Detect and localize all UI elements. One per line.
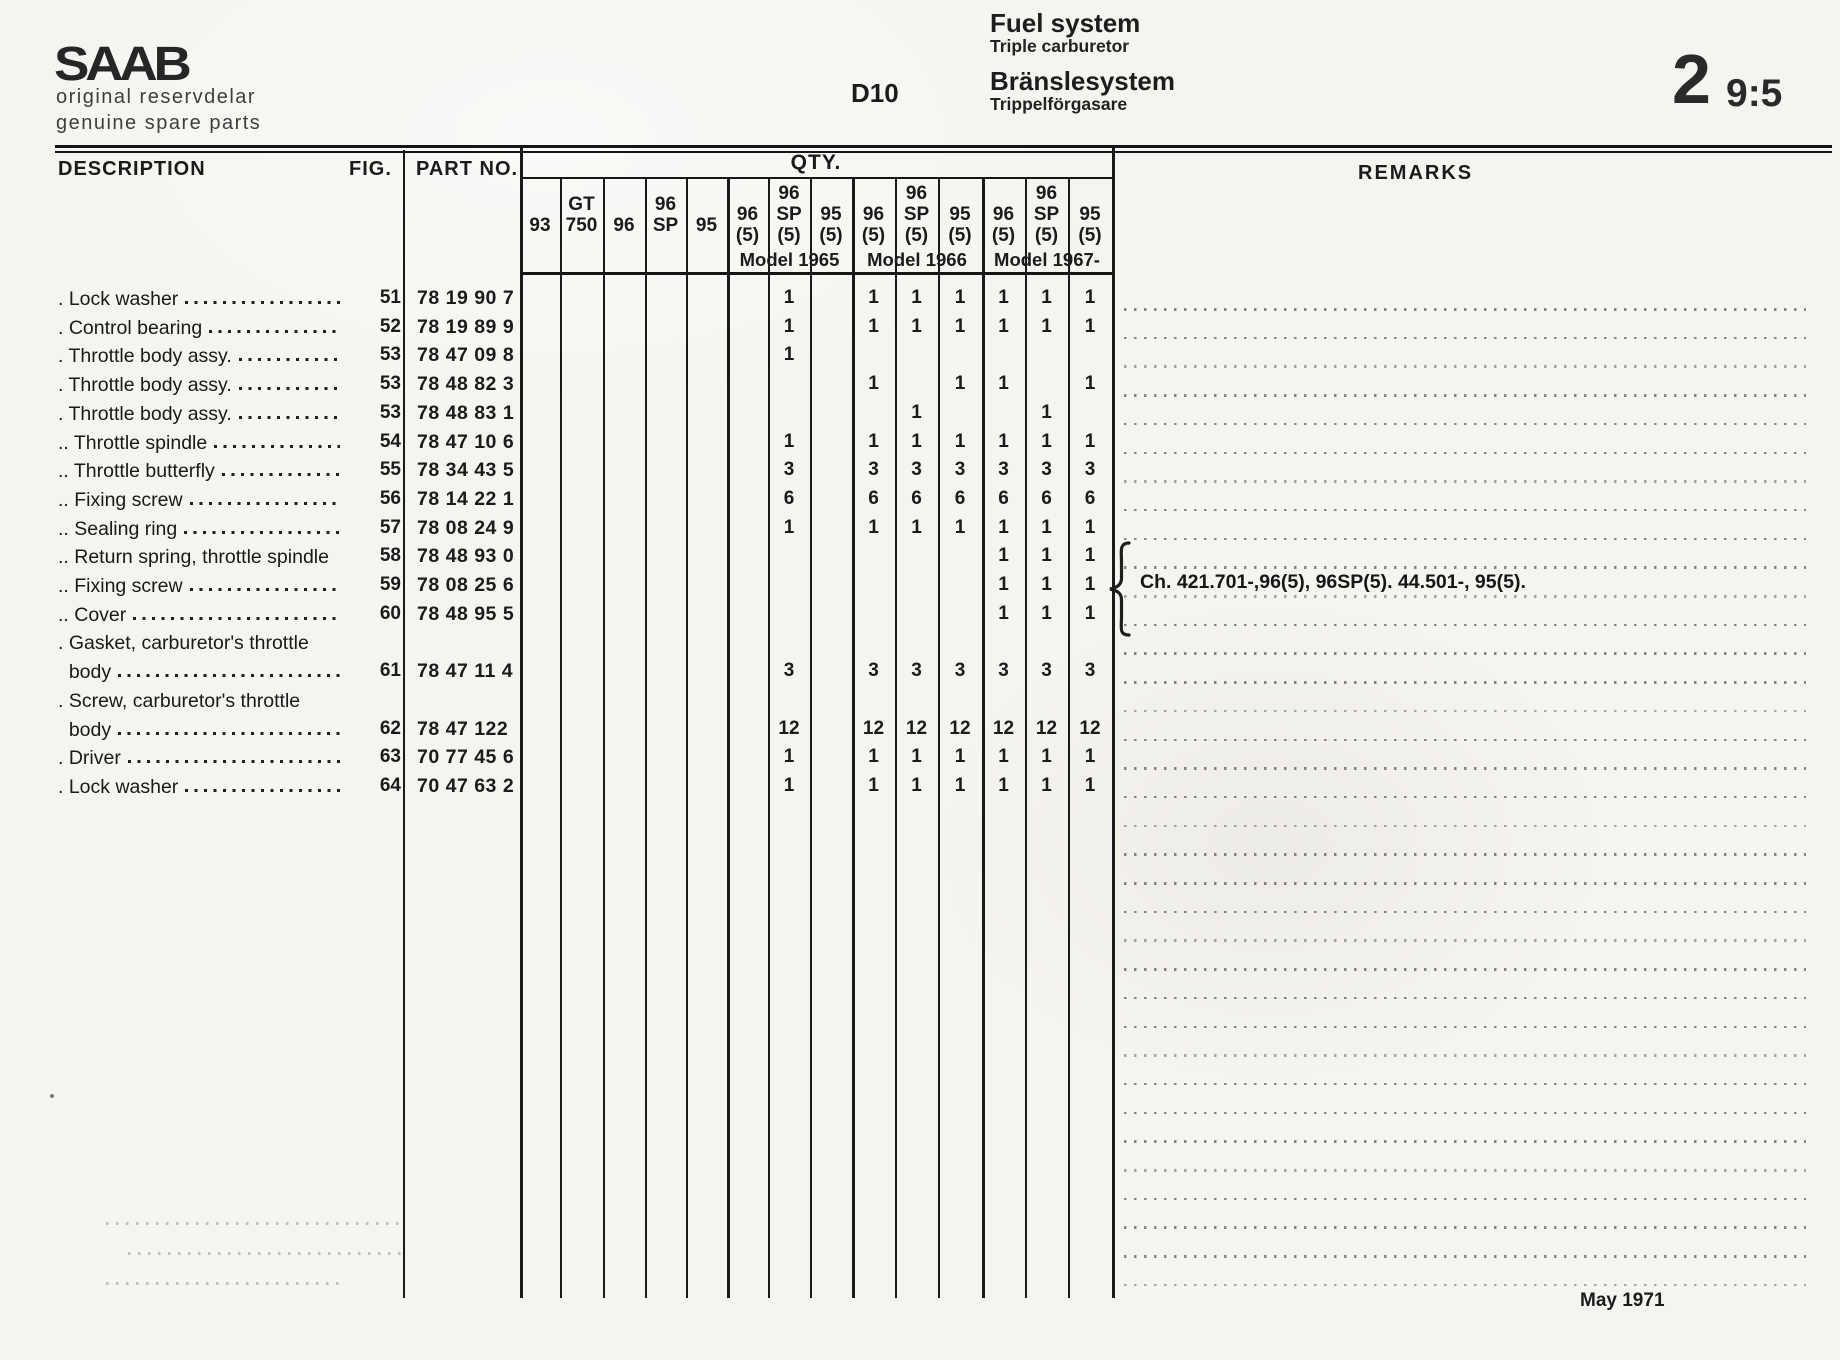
qty-value: 1	[1084, 774, 1096, 796]
remarks-dotted-line	[1124, 853, 1806, 856]
fig-number: 53	[379, 373, 401, 395]
remarks-dotted-line	[1124, 997, 1806, 1000]
part-number: 78 47 11 4	[417, 660, 514, 683]
qty-value: 3	[783, 459, 795, 481]
qty-column-label: GT	[568, 194, 595, 215]
table-row	[55, 342, 1115, 371]
qty-value: 1	[783, 774, 795, 796]
dot-leader	[209, 330, 340, 333]
qty-value: 1	[998, 602, 1009, 624]
table-top-rule	[55, 145, 1832, 148]
part-number: 78 47 10 6	[417, 430, 515, 453]
qty-value: 1	[1084, 574, 1096, 595]
qty-value: 1	[911, 287, 922, 308]
remarks-dotted-line	[1124, 365, 1806, 368]
part-number: 78 48 83 1	[417, 401, 515, 424]
remarks-dotted-line	[1124, 1083, 1806, 1086]
system-subtitle-sv: Trippelförgasare	[990, 94, 1128, 114]
qty-value: 1	[998, 574, 1009, 595]
table-row	[55, 658, 1115, 687]
qty-column-label: (5)	[861, 225, 886, 246]
fig-number: 52	[379, 315, 401, 337]
part-number: 78 19 90 7	[417, 287, 515, 309]
remarks-dotted-line	[1124, 939, 1806, 942]
remarks-dotted-line	[1124, 394, 1806, 397]
tagline-english: genuine spare parts	[56, 112, 262, 134]
table-row	[55, 629, 1115, 658]
qty-value: 12	[862, 717, 885, 739]
saab-logo: SAAB	[54, 36, 188, 91]
qty-value: 1	[1084, 545, 1096, 567]
qty-value: 1	[954, 315, 966, 337]
qty-column-label: 93	[529, 215, 551, 236]
qty-value: 1	[954, 373, 966, 395]
qty-value: 1	[1041, 516, 1052, 538]
description-cell	[58, 629, 346, 657]
fig-number: 62	[379, 717, 401, 739]
qty-value: 1	[998, 373, 1009, 395]
qty-value: 1	[911, 516, 922, 538]
system-title-en: Fuel system	[990, 8, 1141, 38]
qty-column-header	[982, 180, 1025, 246]
qty-value: 1	[1041, 574, 1052, 595]
qty-value: 12	[992, 717, 1015, 739]
remarks-dotted-line	[1124, 1226, 1806, 1229]
qty-column-label: (5)	[1078, 225, 1102, 246]
qty-column-label: 96	[992, 204, 1015, 225]
description-cell	[58, 457, 346, 485]
qty-value: 1	[1084, 516, 1096, 538]
fig-number: 59	[379, 574, 401, 595]
qty-value: 1	[783, 344, 795, 366]
fig-number: 56	[379, 487, 401, 509]
dot-leader	[214, 445, 340, 448]
qty-value: 1	[911, 315, 922, 337]
qty-value: 12	[778, 717, 800, 739]
qty-column-label: (5)	[991, 225, 1016, 246]
part-number: 70 77 45 6	[417, 746, 515, 769]
remarks-dotted-line	[1124, 595, 1806, 598]
qty-column-label: (5)	[904, 225, 929, 246]
model-group-label: Model 1965	[739, 249, 840, 270]
column-header-fig: FIG.	[349, 158, 392, 180]
remarks-dotted-line	[1124, 1284, 1806, 1287]
qty-column-label: 96	[654, 194, 677, 215]
part-description: .. Throttle spindle	[58, 431, 208, 454]
qty-column-header	[1068, 180, 1112, 246]
qty-column-label: (5)	[1034, 225, 1059, 246]
qty-column-label: (5)	[948, 225, 972, 246]
tagline-swedish: original reservdelar	[56, 86, 257, 108]
remarks-dotted-line	[1124, 1054, 1806, 1057]
description-cell	[58, 429, 346, 457]
remarks-dotted-line	[1124, 308, 1806, 311]
remarks-dotted-line	[1124, 710, 1806, 713]
remarks-dotted-line	[1124, 911, 1806, 914]
system-subtitle-en: Triple carburetor	[990, 36, 1130, 56]
qty-value: 6	[911, 487, 922, 509]
qty-column-label: 96	[862, 204, 885, 225]
part-number: 78 14 22 1	[417, 487, 515, 510]
remarks-dotted-line	[1124, 652, 1806, 655]
document-code: D10	[851, 78, 899, 108]
qty-column-label: 95	[695, 215, 718, 236]
qty-column-header	[686, 180, 727, 236]
remarks-dotted-line	[1124, 825, 1806, 828]
qty-value: 1	[998, 315, 1009, 337]
qty-column-label: 96	[778, 183, 800, 204]
remarks-dotted-line	[1124, 423, 1806, 426]
model-group-label: Model 1966	[867, 249, 967, 270]
qty-value: 12	[949, 717, 971, 739]
table-row	[55, 744, 1115, 773]
fig-number: 53	[379, 401, 401, 423]
table-row	[55, 601, 1115, 630]
remarks-dotted-line	[1124, 566, 1806, 569]
qty-column-label: SP	[903, 204, 930, 225]
column-header-qty: QTY.	[790, 151, 842, 174]
qty-value: 1	[954, 774, 966, 796]
qty-value: 6	[998, 487, 1009, 509]
part-description: . Throttle body assy.	[58, 402, 232, 425]
qty-value: 1	[954, 516, 966, 538]
fig-number: 63	[379, 746, 401, 768]
description-cell	[58, 371, 346, 399]
dot-leader	[184, 531, 340, 534]
table-row	[55, 572, 1115, 601]
qty-value: 1	[1084, 430, 1096, 452]
faint-dotted-line	[128, 1252, 402, 1255]
qty-column-header	[1025, 180, 1068, 246]
section-number: 2	[1672, 40, 1711, 118]
qty-value: 1	[1041, 746, 1052, 768]
qty-value: 3	[868, 459, 879, 481]
column-header-description: DESCRIPTION	[58, 158, 206, 180]
part-description: .. Cover	[58, 603, 127, 626]
table-row	[55, 486, 1115, 515]
part-number: 78 48 93 0	[417, 545, 515, 568]
remarks-dotted-line	[1124, 1169, 1806, 1172]
remarks-dotted-line	[1124, 1255, 1806, 1258]
description-cell	[58, 716, 346, 744]
part-number: 70 47 63 2	[417, 774, 515, 797]
qty-value: 1	[1041, 774, 1052, 796]
part-number: 78 47 122	[417, 717, 509, 740]
qty-value: 1	[954, 287, 966, 308]
qty-value: 1	[868, 774, 879, 796]
description-cell	[58, 400, 346, 428]
table-row	[55, 716, 1115, 745]
remarks-dotted-line	[1124, 739, 1806, 742]
part-description: . Control bearing	[58, 316, 203, 339]
qty-value: 1	[868, 516, 879, 538]
part-description: .. Sealing ring	[58, 517, 178, 540]
qty-value: 6	[783, 487, 795, 509]
qty-column-header	[852, 180, 895, 246]
qty-column-header	[645, 180, 686, 236]
qty-value: 3	[1084, 459, 1096, 481]
remarks-dotted-line	[1124, 1112, 1806, 1115]
description-cell	[58, 285, 346, 313]
description-cell	[58, 486, 346, 514]
qty-value: 3	[1084, 660, 1096, 682]
qty-column-label: 96	[613, 215, 635, 236]
part-number: 78 19 89 9	[417, 315, 515, 338]
qty-value: 3	[911, 459, 922, 481]
part-description: body	[58, 718, 112, 741]
publication-date: May 1971	[1580, 1290, 1665, 1311]
dot-leader	[128, 760, 340, 763]
qty-value: 1	[783, 287, 795, 308]
qty-value: 1	[911, 401, 922, 423]
dot-leader	[185, 301, 340, 304]
qty-value: 6	[1041, 487, 1052, 509]
qty-value: 1	[868, 287, 879, 308]
part-description: . Lock washer	[58, 288, 179, 310]
part-description: .. Return spring, throttle spindle	[58, 546, 329, 569]
part-description: . Screw, carburetor's throttle	[58, 689, 301, 712]
fig-number: 61	[379, 660, 401, 682]
qty-value: 1	[1084, 746, 1096, 768]
qty-column-label: 95	[949, 204, 971, 225]
qty-value: 6	[954, 487, 966, 509]
qty-value: 1	[954, 430, 966, 452]
model-group-label: Model 1967-	[994, 249, 1100, 270]
scan-speck	[50, 1094, 54, 1098]
qty-value: 3	[1041, 660, 1052, 682]
column-header-bottom-rule	[520, 272, 1112, 275]
qty-value: 1	[1084, 287, 1096, 308]
qty-value: 1	[911, 746, 922, 768]
qty-value: 1	[998, 545, 1009, 567]
description-cell	[58, 342, 346, 370]
qty-value: 6	[868, 487, 879, 509]
column-header-part-no: PART NO.	[416, 158, 519, 180]
qty-value: 1	[868, 430, 879, 452]
qty-value: 1	[998, 430, 1009, 452]
remarks-dotted-line	[1124, 1140, 1806, 1143]
qty-value: 1	[998, 287, 1009, 308]
qty-value: 1	[783, 430, 795, 452]
qty-value: 1	[783, 746, 795, 768]
qty-column-header	[520, 180, 560, 236]
fig-number: 60	[379, 602, 401, 624]
table-row	[55, 429, 1115, 458]
qty-value: 1	[1041, 315, 1052, 337]
qty-column-header	[895, 180, 938, 246]
qty-value: 3	[911, 660, 922, 682]
qty-value: 1	[911, 430, 922, 452]
qty-value: 1	[868, 373, 879, 395]
qty-column-label: 95	[1079, 204, 1101, 225]
fig-number: 51	[379, 287, 401, 308]
fig-number: 53	[379, 344, 401, 366]
part-description: . Throttle body assy.	[58, 374, 232, 397]
remarks-dotted-line	[1124, 681, 1806, 684]
qty-column-label: 750	[565, 215, 598, 236]
qty-column-label: SP	[776, 204, 802, 225]
fig-number: 55	[379, 459, 401, 481]
description-cell	[58, 572, 346, 600]
qty-column-header	[560, 180, 603, 236]
qty-column-label: 96	[736, 204, 759, 225]
qty-value: 1	[1041, 401, 1052, 423]
qty-value: 3	[1041, 459, 1052, 481]
table-row	[55, 285, 1115, 314]
qty-value: 1	[868, 315, 879, 337]
part-description: . Throttle body assy.	[58, 345, 232, 368]
remarks-dotted-line	[1124, 1198, 1806, 1201]
qty-value: 3	[954, 660, 966, 682]
description-cell	[58, 601, 346, 629]
remarks-dotted-line	[1124, 1026, 1806, 1029]
qty-value: 1	[783, 315, 795, 337]
faint-dotted-line	[106, 1222, 402, 1225]
qty-value: 3	[868, 660, 879, 682]
remarks-dotted-line	[1124, 538, 1806, 541]
description-cell	[58, 314, 346, 342]
part-number: 78 48 95 5	[417, 602, 515, 625]
qty-column-label: 95	[820, 204, 842, 225]
qty-column-header	[768, 180, 810, 246]
part-number: 78 47 09 8	[417, 344, 515, 367]
qty-value: 1	[1041, 602, 1052, 624]
qty-value: 1	[1084, 315, 1096, 337]
remarks-dotted-line	[1124, 452, 1806, 455]
table-row	[55, 314, 1115, 343]
dot-leader	[118, 732, 340, 735]
description-cell	[58, 744, 346, 772]
description-cell	[58, 773, 346, 801]
qty-column-header	[727, 180, 768, 246]
qty-value: 3	[998, 459, 1009, 481]
part-number: 78 08 24 9	[417, 516, 515, 539]
remarks-dotted-line	[1124, 624, 1806, 627]
dot-leader	[222, 473, 340, 476]
qty-column-header	[938, 180, 982, 246]
qty-column-label: 96	[905, 183, 928, 204]
remarks-dotted-line	[1124, 509, 1806, 512]
qty-value: 1	[911, 774, 922, 796]
qty-column-label: SP	[1033, 204, 1060, 225]
dot-leader	[239, 358, 340, 361]
qty-value: 1	[1041, 545, 1052, 567]
table-row	[55, 457, 1115, 486]
table-row	[55, 371, 1115, 400]
qty-value: 1	[1041, 287, 1052, 308]
qty-column-label: (5)	[777, 225, 801, 246]
table-row	[55, 687, 1115, 716]
qty-column-header	[603, 180, 645, 236]
dot-leader	[239, 416, 340, 419]
qty-value: 12	[1079, 717, 1101, 739]
qty-value: 1	[998, 516, 1009, 538]
remarks-dotted-line	[1124, 882, 1806, 885]
description-cell	[58, 515, 346, 543]
dot-leader	[118, 674, 340, 677]
qty-value: 1	[1084, 373, 1096, 395]
qty-column-label: (5)	[819, 225, 843, 246]
fig-number: 58	[379, 545, 401, 567]
dot-leader	[190, 588, 340, 591]
system-title-sv: Bränslesystem	[990, 66, 1175, 96]
qty-column-label: SP	[652, 215, 679, 236]
faint-dotted-line	[106, 1282, 346, 1285]
dot-leader	[133, 617, 340, 620]
table-row	[55, 400, 1115, 429]
qty-value: 1	[783, 516, 795, 538]
qty-value: 1	[1041, 430, 1052, 452]
column-header-remarks: REMARKS	[1358, 162, 1474, 184]
part-description: . Lock washer	[58, 775, 179, 798]
dot-leader	[190, 502, 340, 505]
dot-leader	[185, 789, 340, 792]
part-number: 78 08 25 6	[417, 574, 515, 596]
part-number: 78 48 82 3	[417, 373, 515, 396]
fig-number: 57	[379, 516, 401, 538]
table-row	[55, 543, 1115, 572]
qty-header-underline	[520, 177, 1112, 179]
qty-value: 3	[954, 459, 966, 481]
part-description: body	[58, 661, 112, 684]
remarks-dotted-line	[1124, 767, 1806, 770]
qty-value: 1	[954, 746, 966, 768]
table-row	[55, 773, 1115, 802]
part-description: .. Fixing screw	[58, 488, 183, 511]
qty-column-label: 96	[1035, 183, 1058, 204]
description-cell	[58, 543, 346, 571]
qty-value: 6	[1084, 487, 1096, 509]
page-number: 9:5	[1726, 72, 1783, 115]
qty-value: 1	[998, 746, 1009, 768]
fig-number: 64	[379, 774, 401, 796]
remarks-dotted-line	[1124, 968, 1806, 971]
remarks-dotted-line	[1124, 796, 1806, 799]
qty-value: 3	[783, 660, 795, 682]
table-row	[55, 515, 1115, 544]
part-description: . Driver	[58, 747, 121, 770]
part-description: .. Throttle butterfly	[58, 460, 215, 483]
qty-value: 1	[998, 774, 1009, 796]
qty-column-header	[810, 180, 852, 246]
qty-value: 12	[1035, 717, 1058, 739]
description-cell	[58, 658, 346, 686]
fig-number: 54	[379, 430, 401, 452]
qty-value: 1	[868, 746, 879, 768]
dot-leader	[239, 387, 340, 390]
description-cell	[58, 687, 346, 715]
part-description: . Gasket, carburetor's throttle	[58, 632, 309, 655]
qty-column-label: (5)	[735, 225, 760, 246]
qty-value: 3	[998, 660, 1009, 682]
remarks-dotted-line	[1124, 480, 1806, 483]
remark-note: Ch. 421.701-,96(5), 96SP(5). 44.501-, 95(5).	[1140, 571, 1526, 593]
part-number: 78 34 43 5	[417, 459, 515, 482]
qty-value: 12	[905, 717, 928, 739]
remarks-dotted-line	[1124, 337, 1806, 340]
qty-value: 1	[1084, 602, 1096, 624]
part-description: .. Fixing screw	[58, 575, 183, 597]
